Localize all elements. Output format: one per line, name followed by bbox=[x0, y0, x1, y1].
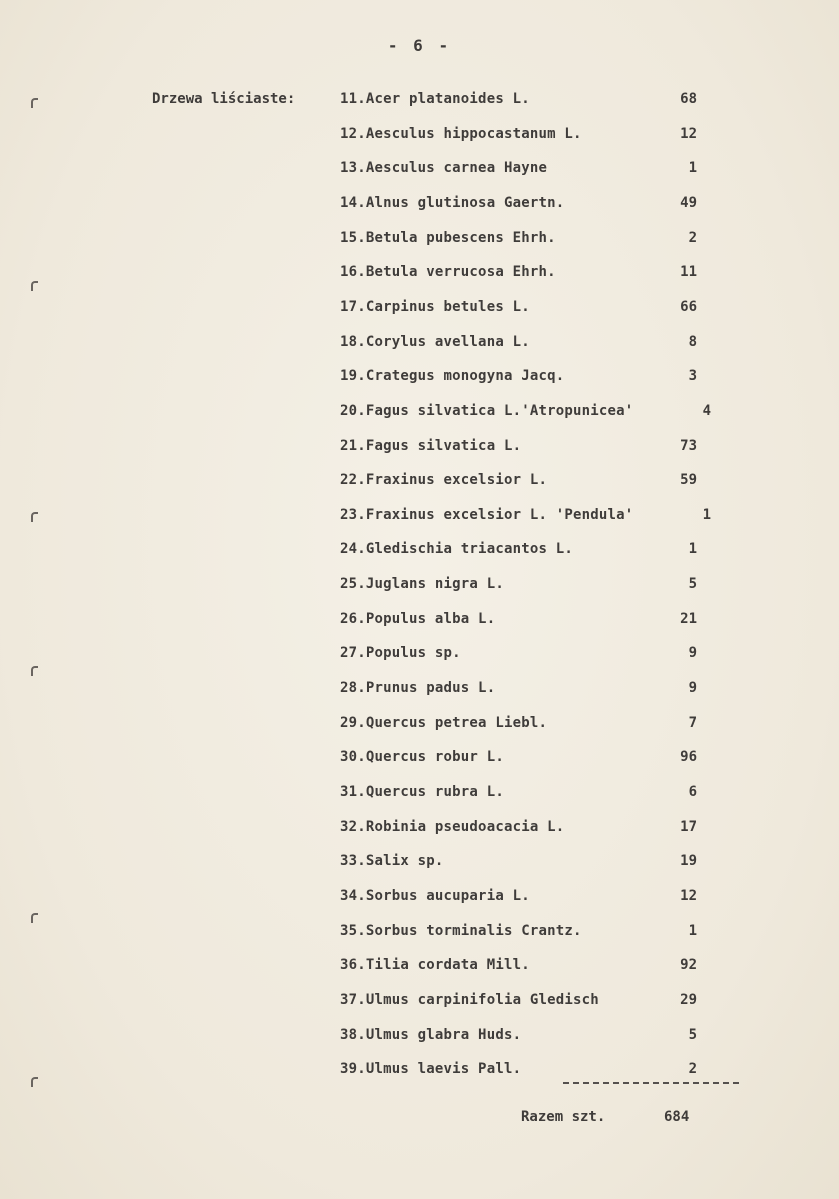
species-count: 1 bbox=[688, 160, 697, 177]
punch-hole-mark bbox=[31, 1077, 38, 1087]
species-count: 12 bbox=[680, 887, 697, 904]
species-count: 1 bbox=[688, 541, 697, 558]
species-name: 16.Betula verrucosa Ehrh. bbox=[340, 264, 556, 281]
species-name: 33.Salix sp. bbox=[340, 853, 444, 870]
species-count: 96 bbox=[680, 749, 697, 766]
species-name: 20.Fagus silvatica L.'Atropunicea' bbox=[340, 402, 634, 419]
list-item bbox=[340, 438, 740, 462]
species-name: 27.Populus sp. bbox=[340, 645, 461, 662]
species-name: 36.Tilia cordata Mill. bbox=[340, 957, 530, 974]
total-label: Razem szt. bbox=[521, 1109, 606, 1125]
list-item bbox=[340, 91, 740, 115]
species-name: 32.Robinia pseudoacacia L. bbox=[340, 818, 565, 835]
list-item bbox=[340, 611, 740, 635]
list-item bbox=[340, 541, 740, 565]
species-name: 25.Juglans nigra L. bbox=[340, 576, 504, 593]
list-item bbox=[340, 299, 740, 323]
list-item bbox=[340, 264, 740, 288]
punch-hole-mark bbox=[31, 98, 38, 108]
list-item bbox=[340, 715, 740, 739]
list-item bbox=[340, 1027, 740, 1051]
species-name: 21.Fagus silvatica L. bbox=[340, 437, 522, 454]
species-name: 38.Ulmus glabra Huds. bbox=[340, 1026, 522, 1043]
species-count: 5 bbox=[688, 576, 697, 593]
list-item bbox=[340, 888, 740, 912]
species-name: 22.Fraxinus excelsior L. bbox=[340, 472, 548, 489]
list-item bbox=[340, 334, 740, 358]
species-name: 30.Quercus robur L. bbox=[340, 749, 504, 766]
species-name: 26.Populus alba L. bbox=[340, 610, 496, 627]
species-name: 24.Gledischia triacantos L. bbox=[340, 541, 573, 558]
species-count: 66 bbox=[680, 298, 697, 315]
species-count: 12 bbox=[680, 125, 697, 142]
species-count: 3 bbox=[688, 368, 697, 385]
species-count: 1 bbox=[688, 922, 697, 939]
species-count: 11 bbox=[680, 264, 697, 281]
list-item bbox=[340, 160, 740, 184]
species-count: 29 bbox=[680, 991, 697, 1008]
list-item bbox=[340, 992, 740, 1016]
species-count: 1 bbox=[702, 506, 711, 523]
list-item bbox=[340, 853, 740, 877]
total-value: 684 bbox=[664, 1109, 690, 1125]
section-label: Drzewa liściaste: bbox=[152, 91, 296, 107]
species-name: 34.Sorbus aucuparia L. bbox=[340, 887, 530, 904]
species-count: 2 bbox=[688, 1061, 697, 1078]
species-count: 8 bbox=[688, 333, 697, 350]
list-item bbox=[340, 368, 740, 392]
species-name: 39.Ulmus laevis Pall. bbox=[340, 1061, 522, 1078]
list-item bbox=[340, 957, 740, 981]
species-count: 4 bbox=[702, 402, 711, 419]
list-item bbox=[340, 749, 740, 773]
species-count: 59 bbox=[680, 472, 697, 489]
species-count: 49 bbox=[680, 194, 697, 211]
sum-divider bbox=[563, 1082, 739, 1084]
punch-hole-mark bbox=[31, 512, 38, 522]
punch-hole-mark bbox=[31, 666, 38, 676]
species-count: 73 bbox=[680, 437, 697, 454]
species-count: 68 bbox=[680, 91, 697, 107]
page-number: - 6 - bbox=[387, 36, 452, 55]
species-name: 31.Quercus rubra L. bbox=[340, 784, 504, 800]
species-name: 23.Fraxinus excelsior L. 'Pendula' bbox=[340, 506, 634, 523]
list-item bbox=[340, 819, 740, 843]
species-count: 6 bbox=[688, 784, 697, 800]
list-item bbox=[340, 195, 740, 219]
species-name: 13.Aesculus carnea Hayne bbox=[340, 160, 548, 177]
species-count: 19 bbox=[680, 853, 697, 870]
species-name: 29.Quercus petrea Liebl. bbox=[340, 714, 548, 731]
species-name: 35.Sorbus torminalis Crantz. bbox=[340, 922, 582, 939]
species-count: 7 bbox=[688, 714, 697, 731]
species-count: 2 bbox=[688, 229, 697, 246]
list-item bbox=[340, 126, 740, 150]
species-name: 19.Crategus monogyna Jacq. bbox=[340, 368, 565, 385]
punch-hole-mark bbox=[31, 913, 38, 923]
list-item bbox=[340, 923, 740, 947]
species-name: 14.Alnus glutinosa Gaertn. bbox=[340, 194, 565, 211]
species-count: 9 bbox=[688, 645, 697, 662]
species-name: 37.Ulmus carpinifolia Gledisch bbox=[340, 991, 599, 1008]
list-item bbox=[340, 645, 740, 669]
species-name: 12.Aesculus hippocastanum L. bbox=[340, 125, 582, 142]
list-item bbox=[340, 784, 740, 808]
species-count: 92 bbox=[680, 957, 697, 974]
species-count: 17 bbox=[680, 818, 697, 835]
list-item bbox=[340, 680, 740, 704]
species-count: 9 bbox=[688, 680, 697, 697]
list-item bbox=[340, 403, 740, 427]
species-name: 15.Betula pubescens Ehrh. bbox=[340, 229, 556, 246]
species-name: 17.Carpinus betules L. bbox=[340, 298, 530, 315]
species-name: 11.Acer platanoides L. bbox=[340, 91, 530, 107]
species-count: 5 bbox=[688, 1026, 697, 1043]
list-item bbox=[340, 472, 740, 496]
punch-hole-mark bbox=[31, 281, 38, 291]
species-count: 21 bbox=[680, 610, 697, 627]
list-item bbox=[340, 576, 740, 600]
list-item bbox=[340, 230, 740, 254]
species-name: 28.Prunus padus L. bbox=[340, 680, 496, 697]
species-name: 18.Corylus avellana L. bbox=[340, 333, 530, 350]
list-item bbox=[340, 507, 740, 531]
